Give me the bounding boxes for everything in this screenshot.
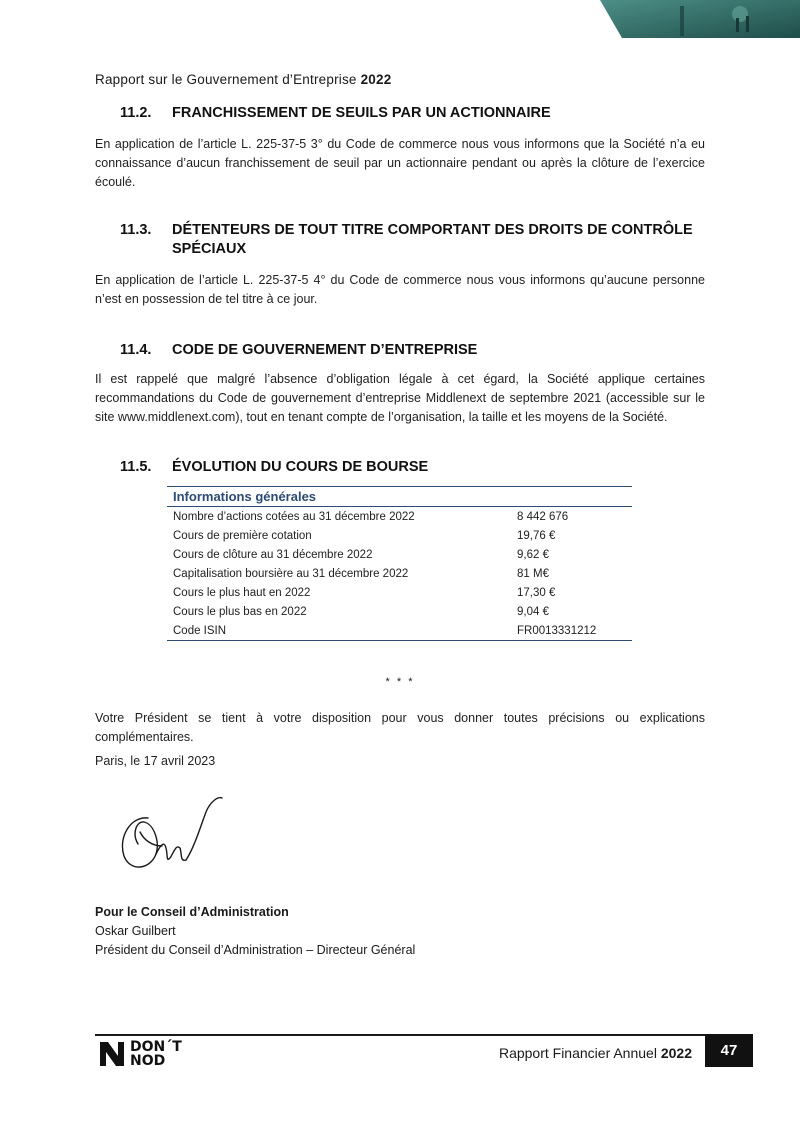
logo-line-1: DON´T <box>130 1039 182 1055</box>
closing-paragraph: Votre Président se tient à votre disposition pour vous donner toutes précisions ou explications complémentaires. <box>95 711 705 744</box>
section-paragraph: Il est rappelé que malgré l’absence d’obligation légale à cet égard, la Société applique certaines recommandations du Code de gouvernement d’entreprise Middlenext de septembre 2021 (accessible sur le site www.middlenext.com), tout en tenant compte de l’organisation, la taille et les moyens de la Société. <box>95 372 705 424</box>
section-title: CODE DE GOUVERNEMENT D’ENTREPRISE <box>172 342 478 358</box>
signatory-block <box>95 903 415 960</box>
row-value: 81 M€ <box>517 567 549 580</box>
row-value: 9,62 € <box>517 548 549 561</box>
row-value: 9,04 € <box>517 605 549 618</box>
table-row <box>167 621 632 641</box>
section-11-4 <box>95 341 705 427</box>
row-label: Code ISIN <box>167 621 517 641</box>
table-row <box>167 602 632 621</box>
header-corner-image <box>600 0 800 38</box>
signatory-role: Président du Conseil d’Administration – Directeur Général <box>95 943 416 957</box>
row-label: Cours de première cotation <box>173 529 312 542</box>
section-heading <box>120 104 705 123</box>
section-heading <box>120 458 705 477</box>
closing-block <box>95 709 705 771</box>
section-number: 11.3. <box>120 222 152 238</box>
section-number: 11.5. <box>120 459 152 475</box>
row-label: Cours le plus haut en 2022 <box>173 586 311 599</box>
signatory-name: Oskar Guilbert <box>95 924 176 938</box>
table-row <box>167 564 632 583</box>
handwritten-signature <box>110 788 230 878</box>
running-header-year: 2022 <box>360 72 392 87</box>
section-11-2 <box>95 104 705 192</box>
place-date: Paris, le 17 avril 2023 <box>95 754 216 768</box>
row-label: Cours le plus bas en 2022 <box>173 605 307 618</box>
section-separator: * * * <box>385 676 415 688</box>
table-row <box>167 526 632 545</box>
section-paragraph: En application de l’article L. 225-37-5 4° du Code de commerce nous vous informons qu’aucune personne n’est en possession de tel titre à ce jour. <box>95 273 705 306</box>
section-title: ÉVOLUTION DU COURS DE BOURSE <box>172 459 429 475</box>
footer-divider <box>95 1034 753 1036</box>
row-value: 8 442 676 <box>517 510 569 523</box>
section-11-5 <box>95 458 705 477</box>
footer-title <box>499 1045 692 1061</box>
running-header <box>95 72 391 87</box>
section-paragraph: En application de l’article L. 225-37-5 3° du Code de commerce nous vous informons que la Société n’a eu connaissance d’aucun franchissement de seuil par un actionnaire pendant ou après la clôture de l’exercice écoulé. <box>95 137 705 189</box>
section-heading <box>120 341 705 360</box>
stock-info-table <box>167 486 632 641</box>
signatory-organization: Pour le Conseil d’Administration <box>95 905 289 919</box>
section-title: FRANCHISSEMENT DE SEUILS PAR UN ACTIONNAIRE <box>172 105 551 121</box>
row-value: 19,76 € <box>517 529 556 542</box>
row-label: Cours de clôture au 31 décembre 2022 <box>173 548 373 561</box>
row-label: Nombre d’actions cotées au 31 décembre 2022 <box>173 510 415 523</box>
logo-line-2: NOD <box>130 1053 166 1069</box>
logo-mark-icon <box>98 1040 126 1068</box>
row-value: 17,30 € <box>517 586 556 599</box>
section-title: DÉTENTEURS DE TOUT TITRE COMPORTANT DES DROITS DE CONTRÔLE SPÉCIAUX <box>172 222 693 257</box>
table-header: Informations générales <box>167 487 632 507</box>
footer-title-text: Rapport Financier Annuel <box>498 1045 657 1061</box>
company-logo <box>98 1040 182 1068</box>
running-header-title: Rapport sur le Gouvernement d’Entreprise <box>95 72 357 87</box>
table-row <box>167 545 632 564</box>
row-value: FR0013331212 <box>517 621 632 641</box>
logo-wordmark <box>130 1040 182 1068</box>
row-label: Capitalisation boursière au 31 décembre 2022 <box>173 567 409 580</box>
section-heading <box>120 221 705 259</box>
table-row <box>167 583 632 602</box>
table-row <box>167 507 632 527</box>
page-number: 47 <box>705 1034 753 1067</box>
section-number: 11.2. <box>120 105 152 121</box>
footer-title-year: 2022 <box>660 1045 692 1061</box>
section-number: 11.4. <box>120 342 152 358</box>
section-11-3 <box>95 221 705 309</box>
